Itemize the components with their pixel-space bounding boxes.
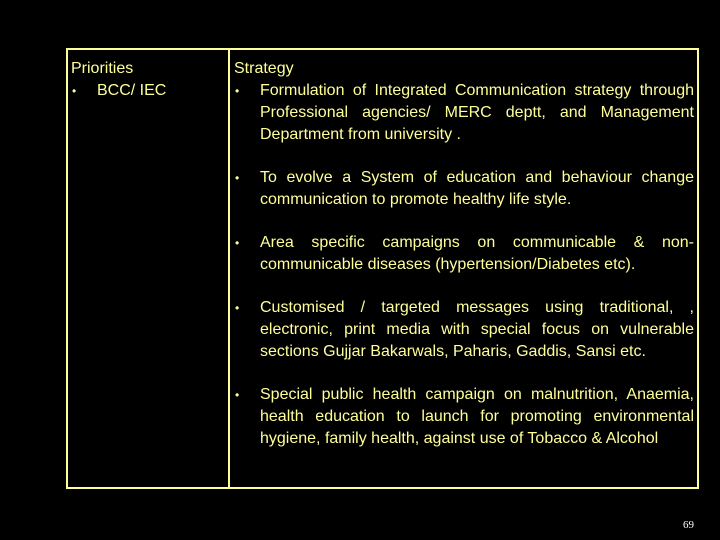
bullet-icon: • [72,84,77,98]
priorities-strategy-table [66,48,699,489]
strategy-item-text: To evolve a System of education and behaviour change communication to promote healthy life style. [260,169,694,208]
bullet-icon: • [235,236,240,250]
strategy-item-text: Formulation of Integrated Communication strategy through Professional agencies/ MERC deptt, and Management Department from university . [260,82,694,143]
strategy-column [234,58,694,450]
bullet-icon: • [235,388,240,402]
bullet-icon: • [235,301,240,315]
strategy-item [234,167,694,211]
priorities-column [71,58,221,102]
strategy-item [234,232,694,276]
priority-item [71,80,221,102]
priority-item-text: BCC/ IEC [97,82,167,99]
strategy-item [234,384,694,450]
priorities-heading: Priorities [71,60,134,77]
strategy-item-text: Area specific campaigns on communicable & non-communicable diseases (hypertension/Diabetes etc). [260,234,694,273]
strategy-item-text: Customised / targeted messages using traditional, , electronic, print media with special focus on vulnerable sections Gujjar Bakarwals, Paharis, Gaddis, Sansi etc. [260,299,694,360]
column-divider [228,50,230,487]
bullet-icon: • [235,84,240,98]
strategy-heading: Strategy [234,60,294,77]
bullet-icon: • [235,171,240,185]
strategy-item [234,80,694,146]
strategy-item [234,297,694,363]
page-number: 69 [683,519,694,531]
strategy-list [234,80,694,450]
strategy-item-text: Special public health campaign on malnutrition, Anaemia, health education to launch for promoting environmental hygiene, family health, against use of Tobacco & Alcohol [260,386,694,447]
